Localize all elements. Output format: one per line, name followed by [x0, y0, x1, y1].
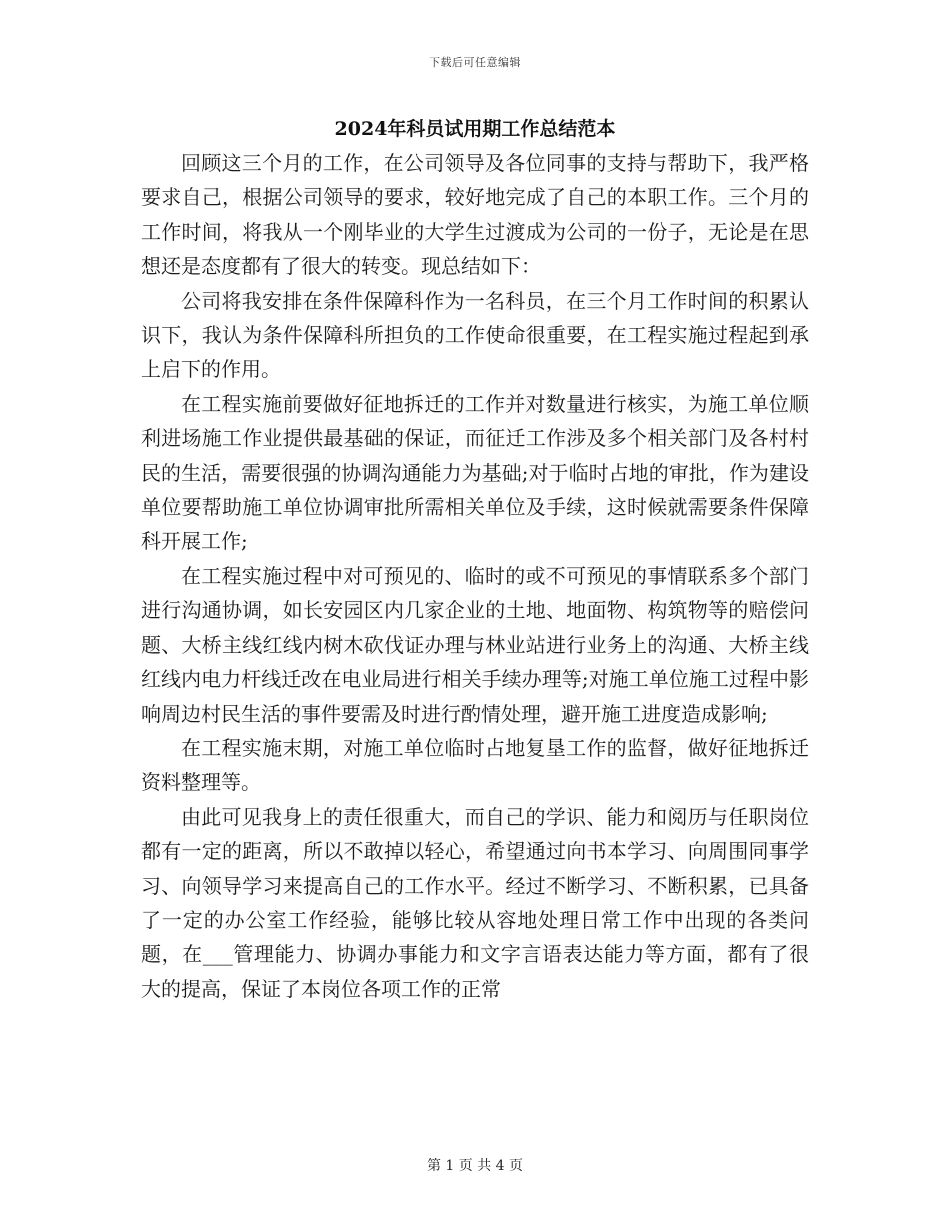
header-note: 下载后可任意编辑 [429, 56, 521, 69]
paragraph-5: 在工程实施末期，对施工单位临时占地复垦工作的监督，做好征地拆迁资料整理等。 [141, 735, 809, 795]
paragraph-1: 回顾这三个月的工作，在公司领导及各位同事的支持与帮助下，我严格要求自己，根据公司领导的要求，较好地完成了自己的本职工作。三个月的工作时间，将我从一个刚毕业的大学生过渡成为公司的一份子，无论是在思想还是态度都有了很大的转变。现总结如下： [141, 151, 809, 279]
document-title: 2024年科员试用期工作总结范本 [334, 118, 616, 140]
paragraph-2: 公司将我安排在条件保障科作为一名科员，在三个月工作时间的积累认识下，我认为条件保障科所担负的工作使命很重要，在工程实施过程起到承上启下的作用。 [141, 288, 809, 382]
document-body [141, 146, 809, 1006]
paragraph-4: 在工程实施过程中对可预见的、临时的或不可预见的事情联系多个部门进行沟通协调，如长安园区内几家企业的土地、地面物、构筑物等的赔偿问题、大桥主线红线内树木砍伐证办理与林业站进行业务上的沟通、大桥主线红线内电力杆线迁改在电业局进行相关手续办理等;对施工单位施工过程中影响周边村民生活的事件要需及时进行酌情处理，避开施工进度造成影响; [141, 563, 809, 726]
page-footer: 第 1 页 共 4 页 [426, 1158, 524, 1174]
paragraph-6: 由此可见我身上的责任很重大，而自己的学识、能力和阅历与任职岗位都有一定的距离，所以不敢掉以轻心，希望通过向书本学习、向周围同事学习、向领导学习来提高自己的工作水平。经过不断学习、不断积累，已具备了一定的办公室工作经验，能够比较从容地处理日常工作中出现的各类问题，在___管理能力、协调办事能力和文字言语表达能力等方面，都有了很大的提高，保证了本岗位各项工作的正常 [141, 804, 809, 1001]
paragraph-3: 在工程实施前要做好征地拆迁的工作并对数量进行核实，为施工单位顺利进场施工作业提供最基础的保证，而征迁工作涉及多个相关部门及各村村民的生活，需要很强的协调沟通能力为基础;对于临时占地的审批，作为建设单位要帮助施工单位协调审批所需相关单位及手续，这时候就需要条件保障科开展工作; [141, 391, 809, 554]
